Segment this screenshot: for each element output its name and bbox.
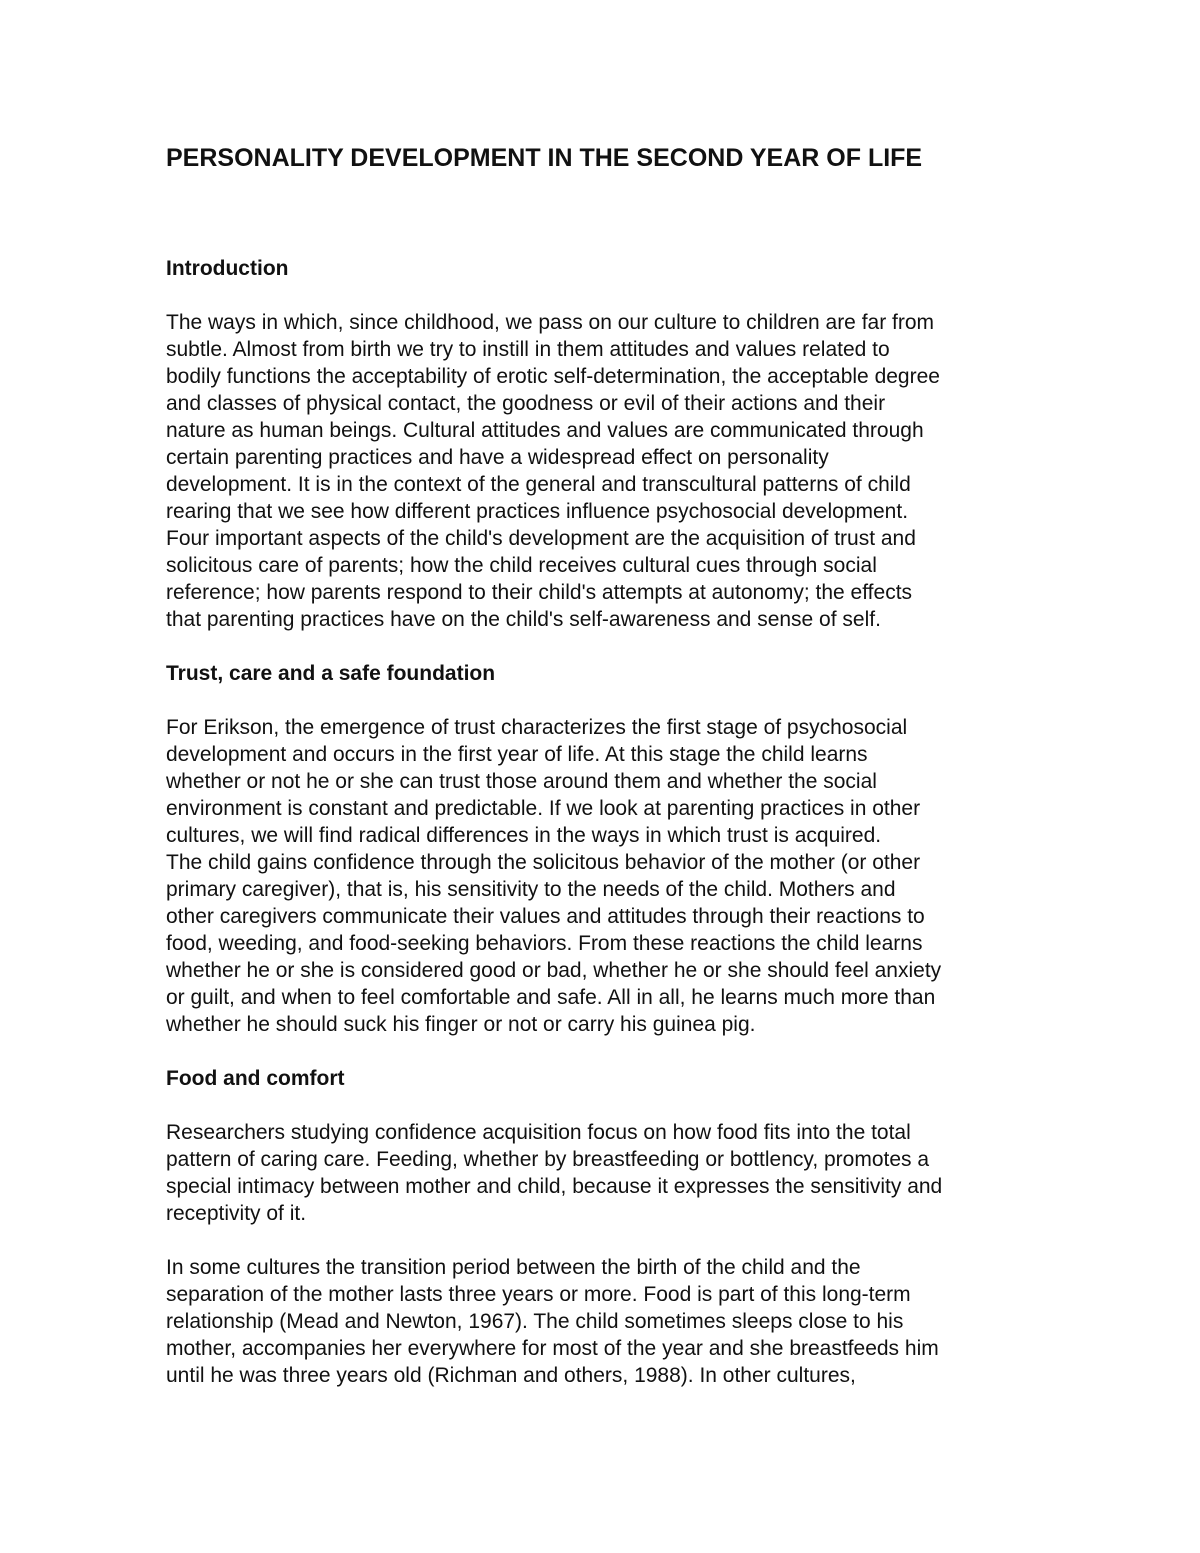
text-line: other caregivers communicate their values and attitudes through their reactions to: [166, 905, 925, 928]
text-line: pattern of caring care. Feeding, whether by breastfeeding or bottlency, promotes a: [166, 1148, 930, 1171]
paragraph-trust: [166, 714, 1046, 1038]
section-heading-food: Food and comfort: [166, 1067, 345, 1090]
text-line: whether he or she is considered good or bad, whether he or she should feel anxiety: [166, 959, 942, 982]
text-line: Four important aspects of the child's development are the acquisition of trust and: [166, 527, 916, 550]
text-line: In some cultures the transition period between the birth of the child and the: [166, 1256, 861, 1279]
text-line: primary caregiver), that is, his sensitivity to the needs of the child. Mothers and: [166, 878, 896, 901]
section-heading-introduction: Introduction: [166, 257, 289, 280]
paragraph-food-1: [166, 1119, 1046, 1227]
paragraph-introduction: [166, 309, 1046, 633]
text-line: environment is constant and predictable. If we look at parenting practices in other: [166, 797, 921, 820]
text-line: rearing that we see how different practices influence psychosocial development.: [166, 500, 909, 523]
section-heading-trust: Trust, care and a safe foundation: [166, 662, 496, 685]
text-line: The ways in which, since childhood, we pass on our culture to children are far from: [166, 311, 935, 334]
text-line: that parenting practices have on the child's self-awareness and sense of self.: [166, 608, 881, 631]
text-line: certain parenting practices and have a widespread effect on personality: [166, 446, 829, 469]
document-title: PERSONALITY DEVELOPMENT IN THE SECOND YEAR OF LIFE: [166, 144, 923, 172]
text-line: development. It is in the context of the general and transcultural patterns of child: [166, 473, 911, 496]
text-line: For Erikson, the emergence of trust characterizes the first stage of psychosocial: [166, 716, 908, 739]
text-line: whether he should suck his finger or not or carry his guinea pig.: [166, 1013, 756, 1036]
text-line: The child gains confidence through the solicitous behavior of the mother (or other: [166, 851, 921, 874]
paragraph-food-2: [166, 1254, 1046, 1389]
text-line: or guilt, and when to feel comfortable and safe. All in all, he learns much more than: [166, 986, 936, 1009]
text-line: subtle. Almost from birth we try to instill in them attitudes and values related to: [166, 338, 890, 361]
text-line: bodily functions the acceptability of erotic self-determination, the acceptable degree: [166, 365, 940, 388]
text-line: development and occurs in the first year of life. At this stage the child learns: [166, 743, 868, 766]
text-line: food, weeding, and food-seeking behaviors. From these reactions the child learns: [166, 932, 923, 955]
text-line: until he was three years old (Richman and others, 1988). In other cultures,: [166, 1364, 856, 1387]
text-line: Researchers studying confidence acquisition focus on how food fits into the total: [166, 1121, 911, 1144]
text-line: solicitous care of parents; how the child receives cultural cues through social: [166, 554, 877, 577]
text-line: and classes of physical contact, the goodness or evil of their actions and their: [166, 392, 886, 415]
text-line: special intimacy between mother and child, because it expresses the sensitivity and: [166, 1175, 943, 1198]
text-line: mother, accompanies her everywhere for most of the year and she breastfeeds him: [166, 1337, 939, 1360]
text-line: separation of the mother lasts three years or more. Food is part of this long-term: [166, 1283, 911, 1306]
text-line: relationship (Mead and Newton, 1967). The child sometimes sleeps close to his: [166, 1310, 904, 1333]
text-line: nature as human beings. Cultural attitudes and values are communicated through: [166, 419, 924, 442]
text-line: whether or not he or she can trust those around them and whether the social: [166, 770, 877, 793]
document-body: [166, 143, 1046, 1389]
text-line: reference; how parents respond to their child's attempts at autonomy; the effects: [166, 581, 913, 604]
text-line: receptivity of it.: [166, 1202, 307, 1225]
text-line: cultures, we will find radical differences in the ways in which trust is acquired.: [166, 824, 882, 847]
